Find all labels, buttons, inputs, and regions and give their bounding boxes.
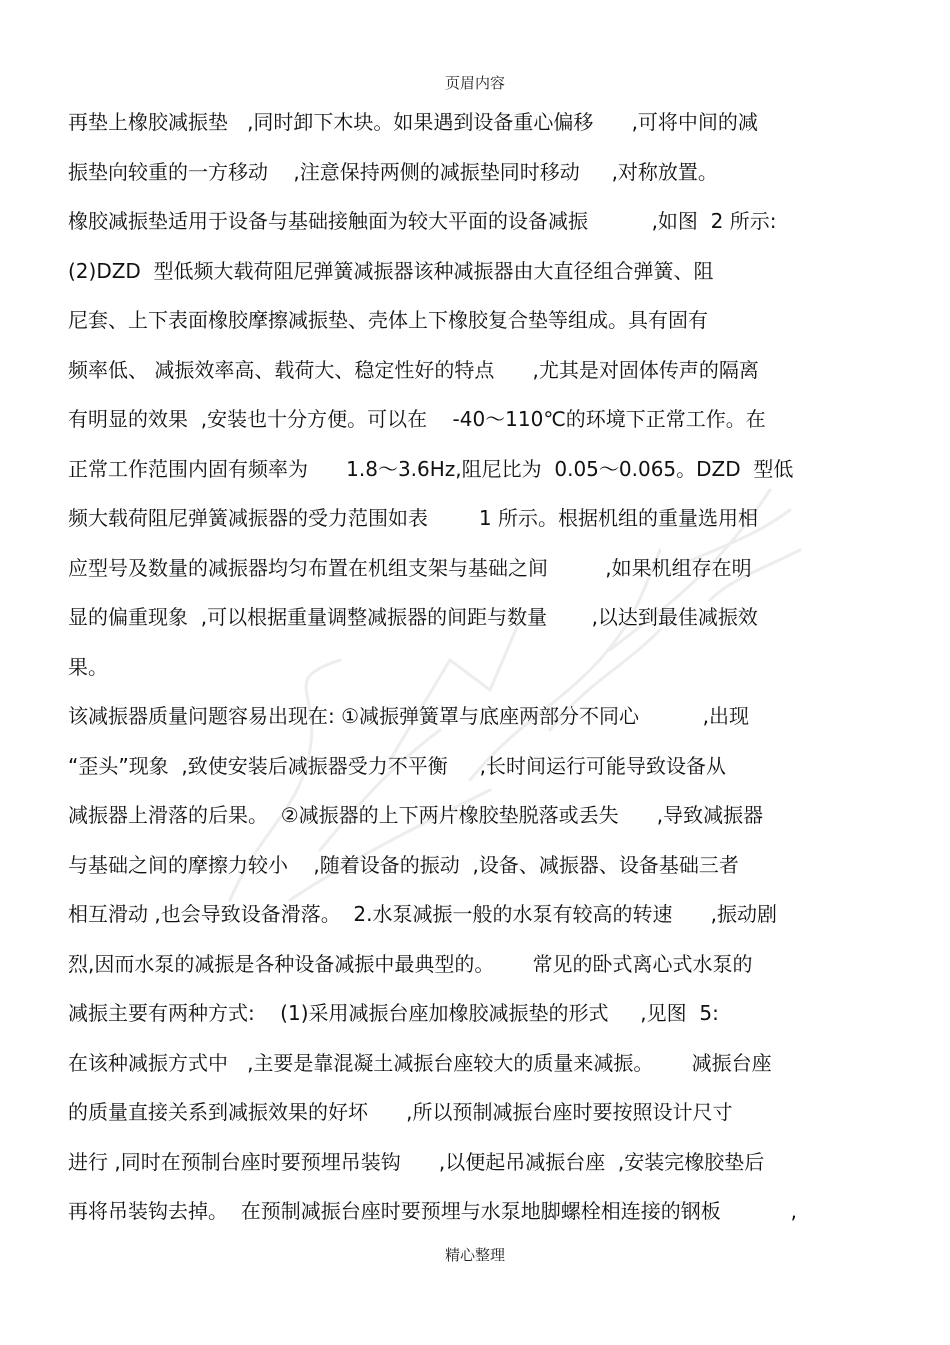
text-line: 的质量直接关系到减振效果的好坏 ,所以预制减振台座时要按照设计尺寸	[68, 1100, 733, 1124]
text-line: 减振主要有两种方式: (1)采用减振台座加橡胶减振垫的形式 ,见图 5:	[68, 1001, 719, 1025]
text-line: 应型号及数量的减振器均匀布置在机组支架与基础之间 ,如果机组存在明	[68, 555, 752, 580]
page-footer: 精心整理	[444, 1246, 505, 1264]
text-line: 烈,因而水泵的减振是各种设备减振中最典型的。 常见的卧式离心式水泵的	[68, 951, 753, 976]
page-header: 页眉内容	[444, 74, 505, 92]
text-line: 果。	[68, 654, 108, 679]
text-line: 与基础之间的摩擦力较小 ,随着设备的振动 ,设备、减振器、设备基础三者	[68, 852, 739, 877]
text-line: 尼套、上下表面橡胶摩擦减振垫、壳体上下橡胶复合垫等组成。具有固有	[68, 308, 708, 332]
text-line: 橡胶减振垫适用于设备与基础接触面为较大平面的设备减振 ,如图 2 所示:	[68, 209, 777, 233]
text-line: 振垫向较重的一方移动 ,注意保持两侧的减振垫同时移动 ,对称放置。	[68, 159, 718, 184]
text-line: 该减振器质量问题容易出现在: ①减振弹簧罩与底座两部分不同心 ,出现	[68, 704, 749, 728]
text-line: 再垫上橡胶减振垫 ,同时卸下木块。如果遇到设备重心偏移 ,可将中间的减	[68, 110, 758, 134]
text-line: 显的偏重现象 ,可以根据重量调整减振器的间距与数量 ,以达到最佳减振效	[68, 605, 758, 629]
text-line: 频率低、 减振效率高、载荷大、稳定性好的特点 ,尤其是对固体传声的隔离	[68, 357, 759, 382]
text-line: 减振器上滑落的后果。 ②减振器的上下两片橡胶垫脱落或丢失 ,导致减振器	[68, 803, 764, 827]
text-line: 正常工作范围内固有频率为 1.8～3.6Hz,阻尼比为 0.05～0.065。DZD 型低	[68, 456, 794, 481]
text-line: 在该种减振方式中 ,主要是靠混凝土减振台座较大的质量来减振。 减振台座	[68, 1050, 772, 1075]
text-line: (2)DZD 型低频大载荷阻尼弹簧减振器该种减振器由大直径组合弹簧、阻	[68, 258, 714, 283]
text-line: 再将吊装钩去掉。 在预制减振台座时要预埋与水泵地脚螺栓相连接的钢板 ,	[68, 1199, 798, 1223]
text-line: 相互滑动 ,也会导致设备滑落。 2.水泵减振一般的水泵有较高的转速 ,振动剧	[68, 902, 778, 926]
text-line: “歪头”现象 ,致使安装后减振器受力不平衡 ,长时间运行可能导致设备从	[68, 753, 726, 778]
text-line: 进行 ,同时在预制台座时要预埋吊装钩 ,以便起吊减振台座 ,安装完橡胶垫后	[68, 1149, 765, 1174]
text-line: 频大载荷阻尼弹簧减振器的受力范围如表 1 所示。根据机组的重量选用相	[68, 506, 758, 530]
text-line: 有明显的效果 ,安装也十分方便。可以在 -40～110℃的环境下正常工作。在	[68, 407, 766, 431]
document-body	[68, 98, 888, 1237]
